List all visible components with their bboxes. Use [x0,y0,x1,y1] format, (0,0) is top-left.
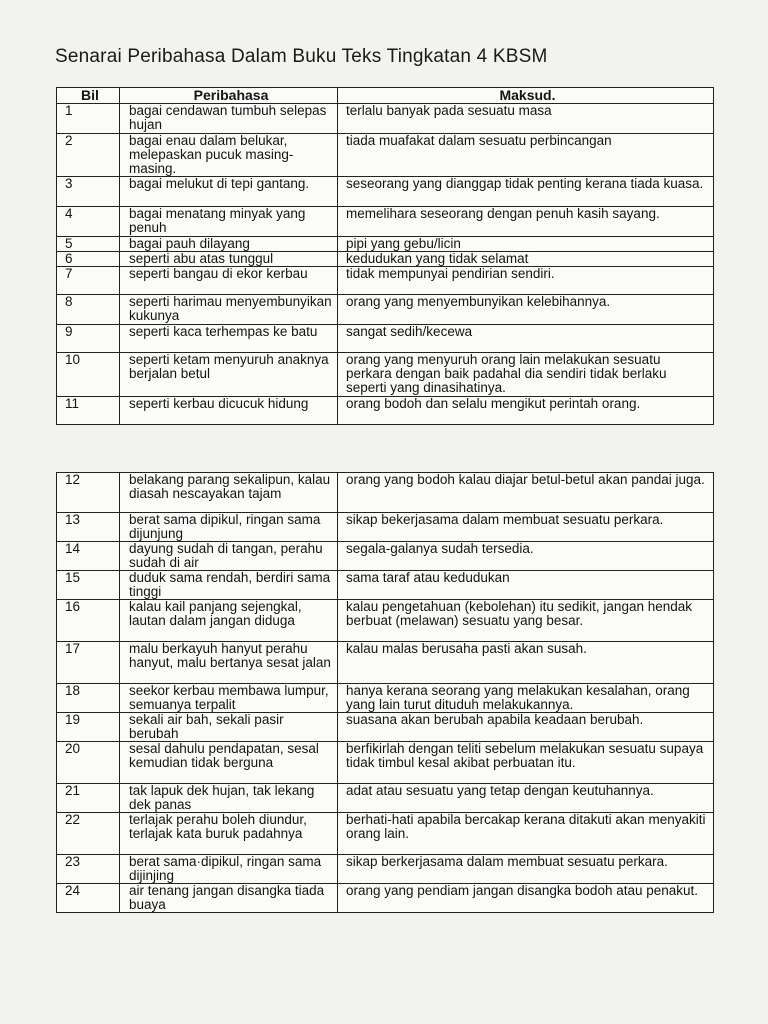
meaning-text: memelihara seseorang dengan penuh kasih sayang. [338,207,714,237]
row-number: 22 [57,813,120,855]
table-header-row [57,88,714,104]
row-number: 2 [57,134,120,177]
table-row [57,642,714,684]
proverb-table-part-1 [56,87,714,425]
header-bil: Bil [57,88,120,104]
table-row [57,325,714,353]
table-row [57,353,714,397]
proverb-text: seperti bangau di ekor kerbau [120,267,338,295]
meaning-text: tiada muafakat dalam sesuatu perbincangan [338,134,714,177]
table-row [57,397,714,425]
row-number: 21 [57,784,120,813]
row-number: 13 [57,513,120,542]
table-row [57,252,714,267]
header-peribahasa: Peribahasa [120,88,338,104]
table-row [57,104,714,134]
row-number: 24 [57,884,120,913]
proverb-text: terlajak perahu boleh diundur, terlajak kata buruk padahnya [120,813,338,855]
proverb-text: seekor kerbau membawa lumpur, semuanya terpalit [120,684,338,713]
proverb-text: seperti ketam menyuruh anaknya berjalan betul [120,353,338,397]
row-number: 14 [57,542,120,571]
page-title: Senarai Peribahasa Dalam Buku Teks Tingkatan 4 KBSM [55,46,548,67]
row-number: 15 [57,571,120,600]
row-number: 19 [57,713,120,742]
meaning-text: sama taraf atau kedudukan [338,571,714,600]
table-row [57,784,714,813]
table-row [57,571,714,600]
row-number: 4 [57,207,120,237]
meaning-text: pipi yang gebu/licin [338,237,714,252]
meaning-text: orang yang menyuruh orang lain melakukan sesuatu perkara dengan baik padahal dia sendiri tidak berlaku seperti yang dinasihatinya. [338,353,714,397]
meaning-text: berhati-hati apabila bercakap kerana ditakuti akan menyakiti orang lain. [338,813,714,855]
meaning-text: orang bodoh dan selalu mengikut perintah orang. [338,397,714,425]
proverb-text: seperti abu atas tunggul [120,252,338,267]
row-number: 5 [57,237,120,252]
meaning-text: suasana akan berubah apabila keadaan berubah. [338,713,714,742]
row-number: 12 [57,473,120,513]
proverb-text: bagai pauh dilayang [120,237,338,252]
proverb-text: belakang parang sekalipun, kalau diasah nescayakan tajam [120,473,338,513]
meaning-text: orang yang pendiam jangan disangka bodoh atau penakut. [338,884,714,913]
proverb-text: dayung sudah di tangan, perahu sudah di air [120,542,338,571]
proverb-text: bagai melukut di tepi gantang. [120,177,338,207]
row-number: 9 [57,325,120,353]
row-number: 6 [57,252,120,267]
proverb-table-part-2 [56,472,714,913]
meaning-text: terlalu banyak pada sesuatu masa [338,104,714,134]
row-number: 8 [57,295,120,325]
table-row [57,207,714,237]
meaning-text: segala-galanya sudah tersedia. [338,542,714,571]
meaning-text: sikap bekerjasama dalam membuat sesuatu perkara. [338,513,714,542]
proverb-text: kalau kail panjang sejengkal, lautan dalam jangan diduga [120,600,338,642]
meaning-text: sikap berkerjasama dalam membuat sesuatu perkara. [338,855,714,884]
table-row [57,177,714,207]
row-number: 20 [57,742,120,784]
table-row [57,295,714,325]
meaning-text: adat atau sesuatu yang tetap dengan keutuhannya. [338,784,714,813]
table-row [57,600,714,642]
table-row [57,237,714,252]
proverb-text: malu berkayuh hanyut perahu hanyut, malu bertanya sesat jalan [120,642,338,684]
row-number: 3 [57,177,120,207]
proverb-text: seperti kerbau dicucuk hidung [120,397,338,425]
proverb-text: sesal dahulu pendapatan, sesal kemudian tidak berguna [120,742,338,784]
proverb-text: seperti kaca terhempas ke batu [120,325,338,353]
row-number: 7 [57,267,120,295]
table-row [57,713,714,742]
proverb-text: sekali air bah, sekali pasir berubah [120,713,338,742]
row-number: 1 [57,104,120,134]
table-row [57,855,714,884]
proverb-text: duduk sama rendah, berdiri sama tinggi [120,571,338,600]
table-row [57,813,714,855]
meaning-text: kalau pengetahuan (kebolehan) itu sedikit, jangan hendak berbuat (melawan) sesuatu yang besar. [338,600,714,642]
row-number: 11 [57,397,120,425]
meaning-text: seseorang yang dianggap tidak penting kerana tiada kuasa. [338,177,714,207]
meaning-text: kedudukan yang tidak selamat [338,252,714,267]
proverb-text: bagai menatang minyak yang penuh [120,207,338,237]
row-number: 23 [57,855,120,884]
header-maksud: Maksud. [338,88,714,104]
row-number: 16 [57,600,120,642]
meaning-text: kalau malas berusaha pasti akan susah. [338,642,714,684]
proverb-text: bagai cendawan tumbuh selepas hujan [120,104,338,134]
meaning-text: orang yang bodoh kalau diajar betul-betul akan pandai juga. [338,473,714,513]
proverb-text: seperti harimau menyembunyikan kukunya [120,295,338,325]
table-row [57,742,714,784]
proverb-text: tak lapuk dek hujan, tak lekang dek panas [120,784,338,813]
proverb-text: air tenang jangan disangka tiada buaya [120,884,338,913]
table-row [57,267,714,295]
meaning-text: berfikirlah dengan teliti sebelum melakukan sesuatu supaya tidak timbul kesal akibat perbuatan itu. [338,742,714,784]
meaning-text: tidak mempunyai pendirian sendiri. [338,267,714,295]
proverb-text: berat sama dipikul, ringan sama dijunjung [120,513,338,542]
row-number: 18 [57,684,120,713]
meaning-text: hanya kerana seorang yang melakukan kesalahan, orang yang lain turut dituduh melakukannya. [338,684,714,713]
table-row [57,684,714,713]
table-row [57,884,714,913]
row-number: 10 [57,353,120,397]
meaning-text: orang yang menyembunyikan kelebihannya. [338,295,714,325]
proverb-text: berat sama·dipikul, ringan sama dijinjing [120,855,338,884]
table-row [57,134,714,177]
meaning-text: sangat sedih/kecewa [338,325,714,353]
table-row [57,473,714,513]
table-row [57,542,714,571]
proverb-text: bagai enau dalam belukar, melepaskan pucuk masing-masing. [120,134,338,177]
table-row [57,513,714,542]
row-number: 17 [57,642,120,684]
